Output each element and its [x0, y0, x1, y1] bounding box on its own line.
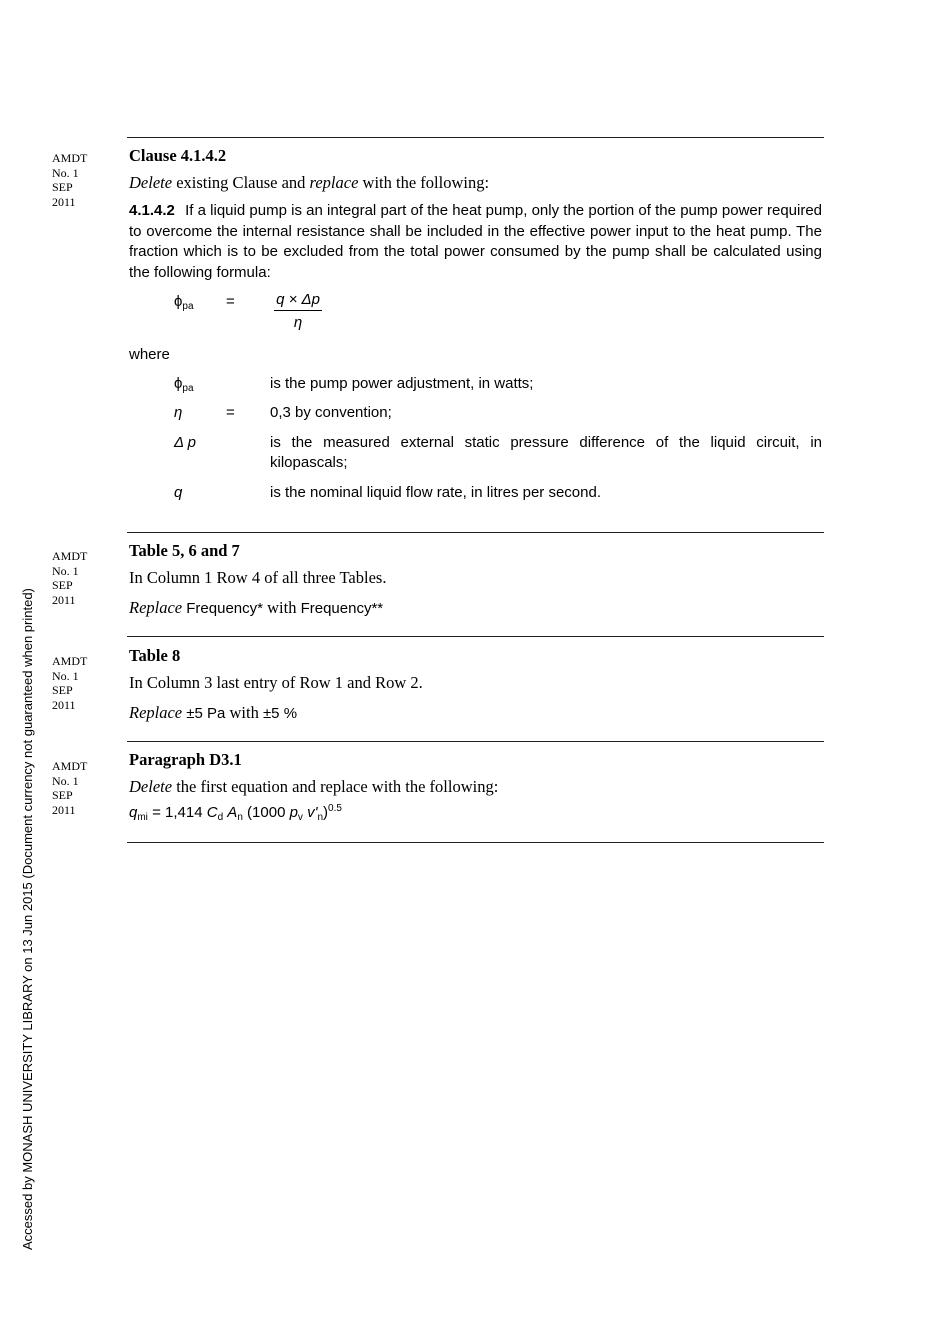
amendment-table-5-6-7 [129, 541, 822, 619]
amendment-tag: AMDT No. 1 SEP 2011 [52, 654, 88, 712]
section-divider [127, 741, 824, 742]
amendment-location: In Column 1 Row 4 of all three Tables. [129, 568, 387, 587]
amendment-location: In Column 3 last entry of Row 1 and Row 2. [129, 673, 423, 692]
access-watermark: Accessed by MONASH UNIVERSITY LIBRARY on 13 Jun 2015 (Document currency not guaranteed when printed) [20, 588, 35, 1250]
symbol-definitions [129, 374, 822, 504]
amendment-tag: AMDT No. 1 SEP 2011 [52, 151, 88, 209]
amendment-clause-4-1-4-2 [129, 146, 822, 503]
where-label: where [129, 345, 170, 363]
clause-number: 4.1.4.2 [129, 202, 175, 219]
amendment-instruction: Replace Frequency* with Frequency** [129, 598, 384, 617]
definition-row: Δ p is the measured external static pressure difference of the liquid circuit, in kilopascals; [174, 433, 822, 472]
section-divider [127, 137, 824, 138]
section-heading: Table 8 [129, 646, 181, 665]
section-heading: Clause 4.1.4.2 [129, 146, 227, 165]
amendment-paragraph-d3-1 [129, 750, 822, 823]
section-heading: Paragraph D3.1 [129, 750, 242, 769]
formula-numerator: q × Δp [274, 291, 322, 311]
definition-row: η = 0,3 by convention; [174, 404, 392, 422]
amendment-tag: AMDT No. 1 SEP 2011 [52, 759, 88, 817]
clause-paragraph: 4.1.4.2 If a liquid pump is an integral part of the heat pump, only the portion of the pump power required to overcome the internal resistance shall be included in the effective power input to the heat pump. The fraction which is to be excluded from the total power consumed by the pump shall be calculated using the following formula: [129, 202, 823, 282]
section-divider [127, 532, 824, 533]
amendment-instruction: Delete the first equation and replace with the following: [129, 777, 499, 796]
amendment-instruction: Replace ±5 Pa with ±5 % [129, 703, 298, 722]
amendment-tag: AMDT No. 1 SEP 2011 [52, 549, 88, 607]
amendment-table-8 [129, 646, 822, 724]
replacement-equation: $q_{mi} = 1,414$ $C_d$ $A_n$ (1000 $p_v$ $v'_n)^{0.5}$ [129, 803, 342, 823]
definition-row: q is the nominal liquid flow rate, in litres per second. [174, 483, 601, 501]
section-heading: Table 5, 6 and 7 [129, 541, 240, 560]
definition-row: $\phi_{pa}$ is the pump power adjustment, in watts; [174, 374, 534, 394]
section-divider [127, 842, 824, 843]
formula-denominator: η [293, 313, 303, 331]
pump-power-formula: $\phi_{pa}$ = q × Δp η [129, 291, 822, 339]
amendment-instruction: Delete existing Clause and replace with the following: [129, 173, 490, 192]
section-divider [127, 636, 824, 637]
